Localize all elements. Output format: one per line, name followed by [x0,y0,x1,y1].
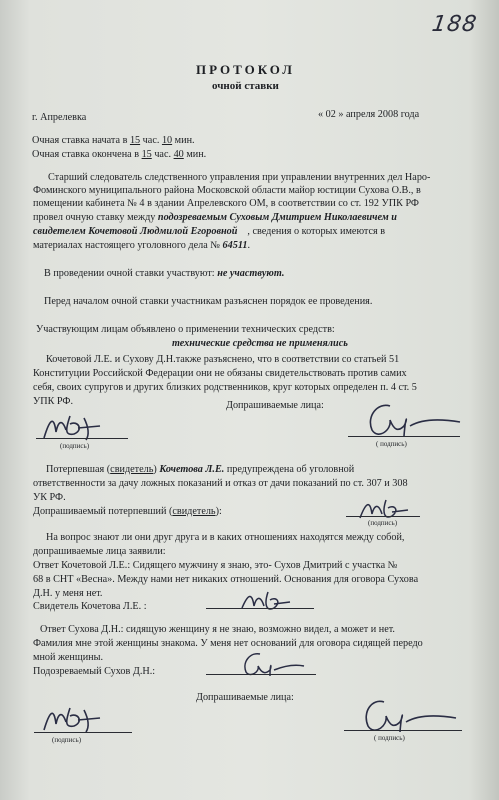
tech-line-1: Участвующим лицам объявлено о применении технических средств: [36,324,335,335]
warning-line-1: Потерпевшая (свидетель) Кочетова Л.Е. предупреждена об уголовной [46,464,355,475]
signature-line [348,436,460,437]
answer1-line-1: Ответ Кочетовой Л.Е.: Сидящего мужчину я знаю, это- Сухов Дмитрий с участка № [33,560,398,571]
rights-line-1: Кочетовой Л.Е. и Сухову Д.Н.также разъяснено, что в соответствии со статьей 51 [46,354,400,365]
answer2-signer: Подозреваемый Сухов Д.Н.: [33,666,156,677]
participants-line: В проведении очной ставки участвуют: не участвуют. [44,268,285,279]
signature-caption: (подпись) [368,519,398,527]
tech-line-2: технические средства не применялись [172,338,348,349]
document-title: ПРОТОКОЛ [196,62,295,77]
intro-line-4: провел очную ставку между подозреваемым Суховым Дмитрием Николаевичем и [33,212,397,223]
answer1-line-2: 68 в СНТ «Весна». Между нами нет никаких отношений. Основания для оговора Сухова [33,574,419,585]
question-line-2: допрашиваемые лица заявили: [33,546,166,557]
intro-line-5: свидетелем Кочетовой Людмилой Егоровной , сведения о которых имеются в [33,226,386,237]
signature-caption: ( подпись) [376,440,407,448]
start-time: Очная ставка начата в 15 час. 10 мин. [32,135,195,146]
answer1-line-3: Д.Н. у меня нет. [33,588,103,599]
document-subtitle: очной ставки [212,80,279,92]
question-line-1: На вопрос знают ли они друг друга и в каких отношениях находятся между собой, [46,532,405,543]
signature-sukhov-2 [238,648,308,680]
signature-line [206,608,314,609]
signature-sukhov-1 [360,396,470,440]
answer1-signer: Свидетель Кочетова Л.Е. : [33,601,147,612]
rights-line-4: УПК РФ. [33,396,73,407]
intro-line-6: материалах настоящего уголовного дела № 64511. [33,240,250,251]
intro-line-3: помещении кабинета № 4 в здании Апрелевского ОМ, в соответствии со ст. 192 УПК РФ [33,198,419,209]
questioned-label-2: Допрашиваемые лица: [196,692,294,703]
signature-line [346,516,420,517]
signature-caption: ( подпись) [374,734,405,742]
signature-line [34,732,132,733]
signature-line [206,674,316,675]
intro-line-1: Старший следователь следственного управления при управлении внутренних дел Наро- [48,172,431,183]
signature-caption: (подпись) [52,736,82,744]
answer2-line-1: Ответ Сухова Д.Н.: сидящую женщину я не знаю, возможно видел, а может и нет. [40,624,395,635]
signature-caption: (подпись) [60,442,90,450]
document-date: « 02 » апреля 2008 года [318,109,420,120]
questioned-label-1: Допрашиваемые лица: [226,400,324,411]
answer2-line-2: Фамилия мне этой женщины знакома. У меня нет оснований для оговора сидящей передо [33,638,423,649]
signature-line [36,438,128,439]
warning-line-2: ответственности за дачу ложных показаний и отказ от дачи показаний по ст. 307 и 308 [33,478,408,489]
end-time: Очная ставка окончена в 15 час. 40 мин. [32,149,207,160]
warning-line-4: Допрашиваемый потерпевший (свидетель): [33,506,222,517]
answer2-line-3: мной женщины. [33,652,104,663]
signature-line [344,730,462,731]
rights-line-2: Конституции Российской Федерации они не обязаны свидетельствовать против самих [33,368,407,379]
rights-line-3: себя, своих супругов и других близких родственников, круг которых определен п. 4 ст. 5 [33,382,417,393]
city: г. Апрелевка [32,112,87,123]
signature-kochetova-3 [238,586,294,616]
intro-line-2: Фоминского муниципального района Московской области майор юстиции Сухова О.В., в [33,185,421,196]
warning-line-3: УК РФ. [33,492,66,503]
signature-kochetova-4 [40,700,110,736]
procedure-line: Перед началом очной ставки участникам разъяснен порядок ее проведения. [44,296,373,307]
page-number: 188 [430,12,479,37]
